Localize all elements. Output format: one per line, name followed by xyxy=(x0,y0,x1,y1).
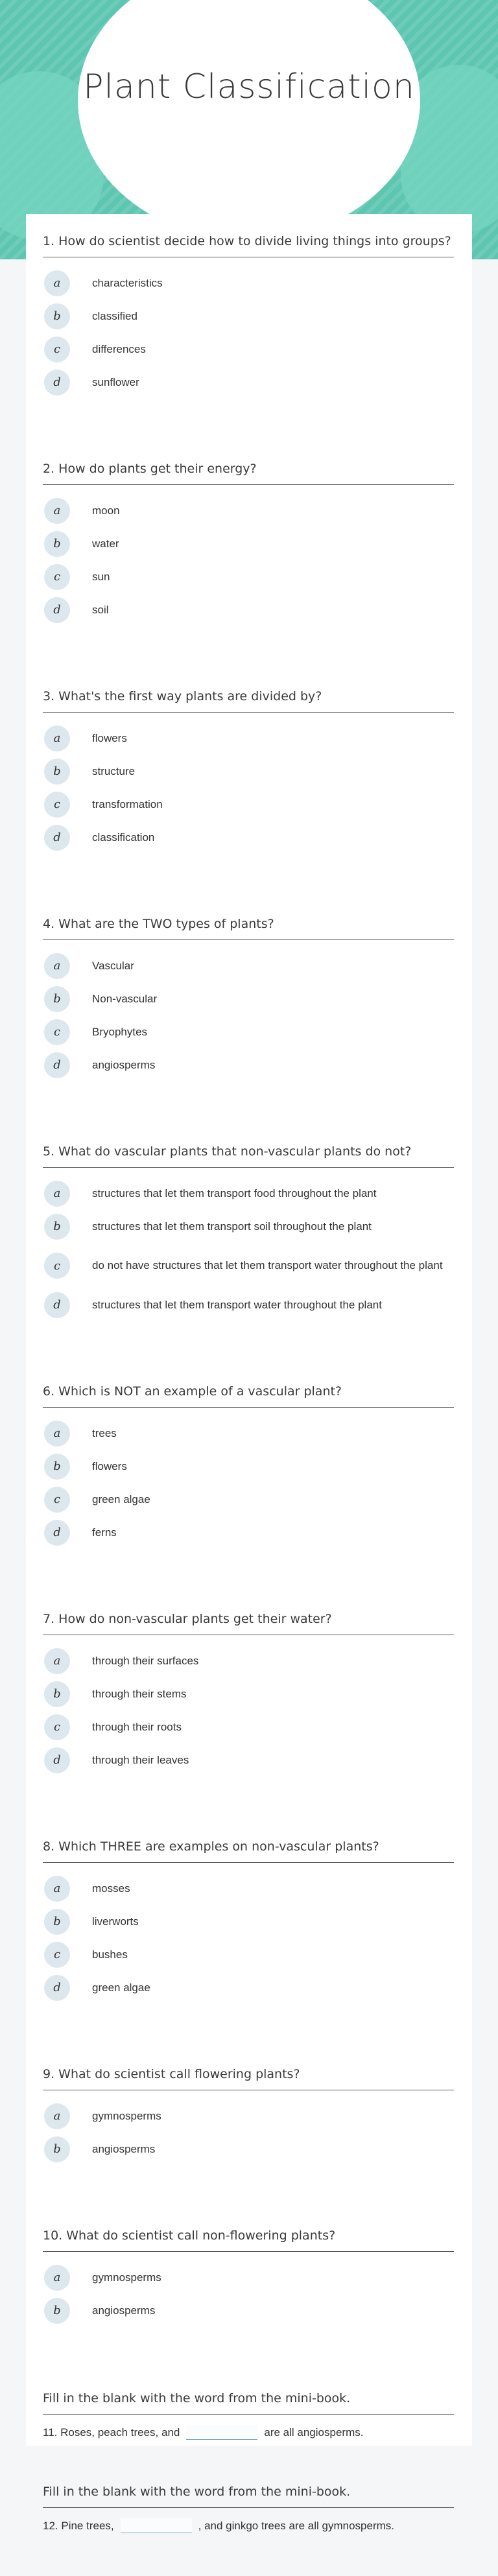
option-label: structures that let them transport water throughout the plant xyxy=(92,1298,382,1311)
option-letter-badge[interactable]: d xyxy=(44,370,70,396)
answer-option-d[interactable] xyxy=(43,1971,454,2004)
page-title: Plant Classification xyxy=(83,67,415,106)
option-label: liverworts xyxy=(92,1915,139,1928)
answer-option-b[interactable] xyxy=(43,1905,454,1938)
answer-option-a[interactable] xyxy=(43,1872,454,1905)
question-title: 6. Which is NOT an example of a vascular plant? xyxy=(43,1382,454,1408)
option-letter-badge[interactable]: c xyxy=(44,1942,70,1968)
option-letter-badge[interactable]: d xyxy=(44,1975,70,2001)
option-letter-badge[interactable]: c xyxy=(44,337,70,362)
answer-option-b[interactable] xyxy=(43,300,454,333)
sentence-end: are all angiosperms. xyxy=(264,2426,364,2439)
option-letter-badge[interactable]: d xyxy=(44,1052,70,1078)
answer-option-b[interactable] xyxy=(43,1210,454,1243)
option-label: Bryophytes xyxy=(92,1025,148,1038)
option-label: classified xyxy=(92,309,137,322)
option-label: through their leaves xyxy=(92,1753,189,1766)
answer-option-a[interactable] xyxy=(43,722,454,755)
fill-instruction: Fill in the blank with the word from the mini-book. xyxy=(43,2389,454,2415)
question-4 xyxy=(43,915,454,1081)
option-label: soil xyxy=(92,603,109,616)
option-label: through their roots xyxy=(92,1720,182,1733)
answer-option-a[interactable] xyxy=(43,2261,454,2294)
option-letter-badge[interactable]: b xyxy=(44,2298,70,2324)
option-letter-badge[interactable]: c xyxy=(44,1487,70,1513)
answer-option-c[interactable] xyxy=(43,1938,454,1971)
option-letter-badge[interactable]: b xyxy=(44,759,70,785)
answer-option-a[interactable] xyxy=(43,949,454,982)
option-letter-badge[interactable]: c xyxy=(44,564,70,590)
option-letter-badge[interactable]: c xyxy=(44,1019,70,1045)
answer-option-b[interactable] xyxy=(43,2294,454,2327)
question-title: 5. What do vascular plants that non-vascular plants do not? xyxy=(43,1142,454,1168)
fill-in-blank-11 xyxy=(43,2389,454,2440)
answer-option-c[interactable] xyxy=(43,560,454,593)
fill-instruction: Fill in the blank with the word from the mini-book. xyxy=(43,2483,454,2508)
question-3 xyxy=(43,687,454,854)
option-letter-badge[interactable]: d xyxy=(44,1747,70,1773)
option-label: moon xyxy=(92,504,120,517)
option-label: trees xyxy=(92,1426,117,1439)
answer-option-b[interactable] xyxy=(43,1677,454,1710)
option-label: transformation xyxy=(92,798,163,810)
answer-option-d[interactable] xyxy=(43,1048,454,1081)
option-label: structures that let them transport food throughout the plant xyxy=(92,1187,377,1199)
questions-list xyxy=(43,232,454,2576)
option-label: flowers xyxy=(92,1459,127,1472)
question-9 xyxy=(43,2065,454,2166)
fill-sentence xyxy=(43,2518,454,2533)
fill-sentence xyxy=(43,2425,454,2440)
option-letter-badge[interactable]: a xyxy=(44,953,70,979)
answer-option-c[interactable] xyxy=(43,788,454,821)
option-letter-badge[interactable]: a xyxy=(44,2103,70,2129)
question-title: 4. What are the TWO types of plants? xyxy=(43,915,454,940)
answer-option-c[interactable] xyxy=(43,1243,454,1288)
option-letter-badge[interactable]: b xyxy=(44,1454,70,1480)
option-letter-badge[interactable]: b xyxy=(44,1214,70,1240)
option-letter-badge[interactable]: b xyxy=(44,531,70,557)
option-letter-badge[interactable]: b xyxy=(44,2136,70,2162)
option-label: sun xyxy=(92,570,110,583)
answer-option-b[interactable] xyxy=(43,527,454,560)
question-1 xyxy=(43,232,454,399)
question-title: 7. How do non-vascular plants get their water? xyxy=(43,1610,454,1635)
option-label: sunflower xyxy=(92,375,139,388)
option-label: bushes xyxy=(92,1948,128,1961)
fill-in-blank-12 xyxy=(43,2483,454,2533)
option-label: ferns xyxy=(92,1526,117,1539)
option-letter-badge[interactable]: c xyxy=(44,1714,70,1740)
question-5 xyxy=(43,1142,454,1321)
answer-option-a[interactable] xyxy=(43,1644,454,1677)
answer-option-c[interactable] xyxy=(43,1710,454,1743)
answer-option-a[interactable] xyxy=(43,1417,454,1450)
question-title: 1. How do scientist decide how to divide living things into groups? xyxy=(43,232,454,257)
option-label: structure xyxy=(92,764,136,777)
answer-option-d[interactable] xyxy=(43,1743,454,1777)
answer-option-d[interactable] xyxy=(43,1288,454,1321)
question-title: 9. What do scientist call flowering plants? xyxy=(43,2065,454,2090)
option-label: water xyxy=(92,537,119,550)
option-letter-badge[interactable]: a xyxy=(44,270,70,296)
sentence-end: , and ginkgo trees are all gymnosperms. xyxy=(198,2519,394,2532)
option-label: through their stems xyxy=(92,1687,187,1700)
question-6 xyxy=(43,1382,454,1549)
answer-option-a[interactable] xyxy=(43,2099,454,2133)
answer-option-a[interactable] xyxy=(43,494,454,527)
answer-option-b[interactable] xyxy=(43,2133,454,2166)
option-letter-badge[interactable]: c xyxy=(44,792,70,818)
option-label: gymnosperms xyxy=(92,2109,161,2122)
blank-input[interactable] xyxy=(121,2518,192,2533)
option-label: through their surfaces xyxy=(92,1654,199,1667)
option-letter-badge[interactable]: a xyxy=(44,726,70,751)
answer-option-b[interactable] xyxy=(43,1450,454,1483)
answer-option-a[interactable] xyxy=(43,266,454,300)
option-letter-badge[interactable]: a xyxy=(44,2265,70,2291)
answer-option-d[interactable] xyxy=(43,1516,454,1549)
answer-option-d[interactable] xyxy=(43,366,454,399)
sentence-start: 12. Pine trees, xyxy=(43,2519,114,2532)
answer-option-a[interactable] xyxy=(43,1177,454,1210)
question-2 xyxy=(43,460,454,626)
option-letter-badge[interactable]: a xyxy=(44,498,70,524)
option-letter-badge[interactable]: a xyxy=(44,1648,70,1674)
option-label: characteristics xyxy=(92,276,163,289)
question-7 xyxy=(43,1610,454,1777)
answer-option-c[interactable] xyxy=(43,1015,454,1048)
option-letter-badge[interactable]: b xyxy=(44,303,70,329)
answer-option-d[interactable] xyxy=(43,593,454,626)
answer-option-c[interactable] xyxy=(43,333,454,366)
option-letter-badge[interactable]: d xyxy=(44,1292,70,1318)
title-circle xyxy=(78,0,420,240)
option-letter-badge[interactable]: a xyxy=(44,1421,70,1447)
option-letter-badge[interactable]: a xyxy=(44,1181,70,1207)
option-label: classification xyxy=(92,831,155,844)
sentence-start: 11. Roses, peach trees, and xyxy=(43,2426,180,2439)
option-label: angiosperms xyxy=(92,2304,156,2317)
option-letter-badge[interactable]: a xyxy=(44,1876,70,1902)
option-label: Non-vascular xyxy=(92,992,158,1005)
answer-option-b[interactable] xyxy=(43,982,454,1015)
option-label: green algae xyxy=(92,1981,150,1994)
option-label: angiosperms xyxy=(92,2142,156,2155)
option-label: mosses xyxy=(92,1882,130,1895)
option-label: differences xyxy=(92,342,146,355)
option-letter-badge[interactable]: b xyxy=(44,1681,70,1707)
answer-option-d[interactable] xyxy=(43,821,454,854)
question-10 xyxy=(43,2227,454,2327)
option-letter-badge[interactable]: d xyxy=(44,1520,70,1546)
answer-option-c[interactable] xyxy=(43,1483,454,1516)
option-label: green algae xyxy=(92,1493,150,1506)
question-title: 8. Which THREE are examples on non-vascular plants? xyxy=(43,1837,454,1863)
option-label: Vascular xyxy=(92,959,134,972)
option-letter-badge[interactable]: d xyxy=(44,825,70,851)
option-letter-badge[interactable]: d xyxy=(44,597,70,623)
option-letter-badge[interactable]: c xyxy=(44,1253,70,1279)
blank-input[interactable] xyxy=(186,2425,257,2440)
question-title: 2. How do plants get their energy? xyxy=(43,460,454,485)
question-8 xyxy=(43,1837,454,2004)
option-label: gymnosperms xyxy=(92,2271,161,2284)
option-label: do not have structures that let them transport water throughout the plant xyxy=(92,1259,443,1271)
option-label: structures that let them transport soil throughout the plant xyxy=(92,1220,372,1233)
question-title: 3. What's the first way plants are divided by? xyxy=(43,687,454,713)
option-label: angiosperms xyxy=(92,1058,156,1071)
option-letter-badge[interactable]: b xyxy=(44,986,70,1012)
question-title: 10. What do scientist call non-flowering plants? xyxy=(43,2227,454,2252)
answer-option-b[interactable] xyxy=(43,755,454,788)
option-label: flowers xyxy=(92,731,127,744)
option-letter-badge[interactable]: b xyxy=(44,1909,70,1935)
